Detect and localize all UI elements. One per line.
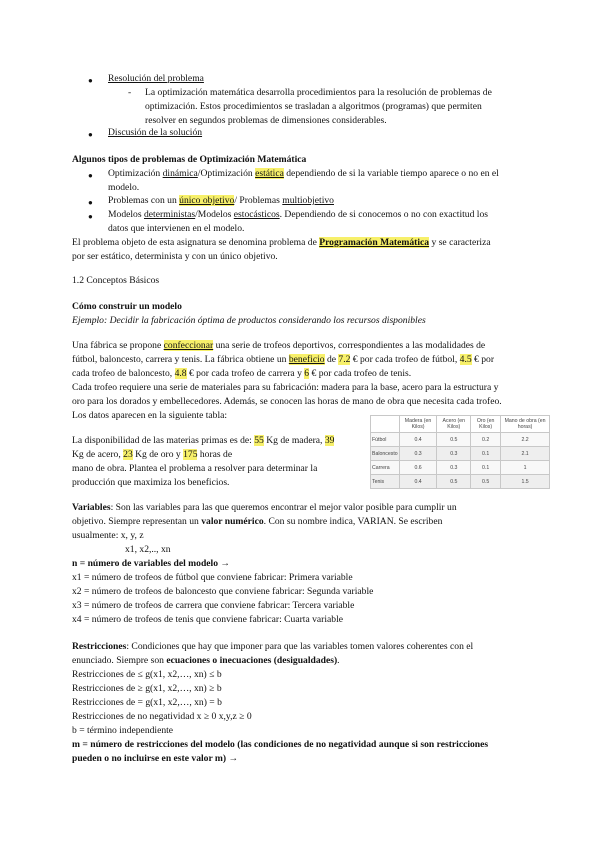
bullet-icon: ● [88, 171, 93, 180]
table-header: Mano de obra (en horas) [501, 416, 550, 433]
sub-line-2: optimización. Estos procedimientos se trasladan a algoritmos (programas) que permiten [145, 101, 482, 112]
materials-table [370, 415, 550, 489]
table-row [371, 433, 550, 447]
modelo-heading: Cómo construir un modelo [72, 301, 182, 312]
table-row [371, 461, 550, 475]
table-cell: 0.4 [399, 475, 437, 489]
m-definition-l2: pueden o no incluirse en este valor m) → [72, 753, 239, 764]
variable-x1: x1 = número de trofeos de fútbol que conviene fabricar: Primera variable [72, 572, 353, 583]
table-cell: 0.4 [399, 433, 437, 447]
tipos-b1: Optimización dinámica/Optimización estática dependiendo de si la variable tiempo aparece o no en el [108, 168, 499, 179]
tipos-b3-line2: datos que intervienen en el modelo. [108, 223, 245, 234]
restriccion-le: Restricciones de ≤ g(x1, x2,…, xn) ≤ b [72, 669, 222, 680]
tipos-b3: Modelos deterministas/Modelos estocásticos. Dependiendo de si conocemos o no con exactitud los [108, 209, 488, 220]
restriccion-no-neg: Restricciones de no negatividad x ≥ 0 x,y,z ≥ 0 [72, 711, 252, 722]
table-cell: Tenis [371, 475, 400, 489]
variable-x4: x4 = número de trofeos de tenis que conviene fabricar: Cuarta variable [72, 614, 343, 625]
restriccion-eq: Restricciones de = g(x1, x2,…, xn) = b [72, 697, 222, 708]
bullet-icon: ● [88, 130, 93, 139]
fabrica-l6: Los datos aparecen en la siguiente tabla: [72, 410, 228, 421]
variables-l4: x1, x2,.., xn [125, 544, 171, 555]
restriccion-ge: Restricciones de ≥ g(x1, x2,…, xn) ≥ b [72, 683, 222, 694]
table-header: Madera (en Kilos) [399, 416, 437, 433]
tipos-b1-line2: modelo. [108, 182, 140, 193]
disp-l3: mano de obra. Plantea el problema a resolver para determinar la [72, 463, 318, 474]
table-header-row [371, 416, 550, 433]
table-row [371, 475, 550, 489]
disp-l1: La disponibilidad de las materias primas es de: 55 Kg de madera, 39 [72, 435, 335, 446]
table-cell: 2.2 [501, 433, 550, 447]
restricciones-l2: enunciado. Siempre son ecuaciones o inecuaciones (desigualdades). [72, 655, 340, 666]
bullet-icon: ● [88, 212, 93, 221]
item-resolucion: Resolución del problema [108, 73, 204, 84]
variables-l5: n = número de variables del modelo → [72, 558, 230, 569]
table-cell: 0.6 [399, 461, 437, 475]
table-cell: Baloncesto [371, 447, 400, 461]
bullet-icon: ● [88, 198, 93, 207]
table-cell: Carrera [371, 461, 400, 475]
restricciones-l1: Restricciones: Condiciones que hay que imponer para que las variables tomen valores coherentes con el [72, 641, 474, 652]
dash-icon: - [128, 87, 132, 98]
termino-independiente: b = término independiente [72, 725, 174, 736]
table-header: Oro (en Kilos) [471, 416, 501, 433]
item-discusion: Discusión de la solución [108, 127, 203, 138]
tipos-para: El problema objeto de esta asignatura se denomina problema de Programación Matemática y se caracteriza [72, 237, 491, 248]
sub-line-1: La optimización matemática desarrolla procedimientos para la resolución de problemas de [145, 87, 492, 98]
table-cell: 0.3 [437, 447, 471, 461]
table-cell: 1 [501, 461, 550, 475]
table-row [371, 447, 550, 461]
variable-x3: x3 = número de trofeos de carrera que conviene fabricar: Tercera variable [72, 600, 355, 611]
fabrica-l4: Cada trofeo requiere una serie de materiales para su fabricación: madera para la base, acero para la estructura y [72, 382, 499, 393]
tipos-heading: Algunos tipos de problemas de Optimización Matemática [72, 154, 307, 165]
sub-line-3: resolver en segundos problemas de dimensiones considerables. [145, 115, 387, 126]
table-cell: 0.1 [471, 447, 501, 461]
table-cell: 0.5 [471, 475, 501, 489]
m-definition-l1: m = número de restricciones del modelo (las condiciones de no negatividad aunque si son restricciones [72, 739, 489, 750]
table-cell: 0.2 [471, 433, 501, 447]
table-cell: Fútbol [371, 433, 400, 447]
fabrica-l3: cada trofeo de baloncesto, 4.8 € por cada trofeo de carrera y 6 € por cada trofeo de tenis. [72, 368, 412, 379]
table-cell: 0.1 [471, 461, 501, 475]
fabrica-l2: fútbol, baloncesto, carrera y tenis. La fábrica obtiene un beneficio de 7.2 € por cada trofeo de fútbol, 4.5 € por [72, 354, 495, 365]
variables-l1: Variables: Son las variables para las que queremos encontrar el mejor valor posible para cumplir un [72, 502, 457, 513]
conceptos-title: 1.2 Conceptos Básicos [72, 275, 160, 286]
table-cell: 0.3 [399, 447, 437, 461]
disp-l2: Kg de acero, 23 Kg de oro y 175 horas de [72, 449, 233, 460]
variables-l2: objetivo. Siempre representan un valor numérico. Con su nombre indica, VARIAN. Se escriben [72, 516, 443, 527]
variable-x2: x2 = número de trofeos de baloncesto que conviene fabricar: Segunda variable [72, 586, 374, 597]
table-cell: 0.3 [437, 461, 471, 475]
disp-l4: producción que maximiza los beneficios. [72, 477, 230, 488]
table-header [371, 416, 400, 433]
tipos-b2: Problemas con un único objetivo/ Problemas multiobjetivo [108, 195, 334, 206]
fabrica-l1: Una fábrica se propone confeccionar una serie de trofeos deportivos, correspondientes a las modalidades de [72, 340, 486, 351]
tipos-para-line2: por ser estático, determinista y con un único objetivo. [72, 251, 278, 262]
ejemplo-line: Ejemplo: Decidir la fabricación óptima de productos considerando los recursos disponibles [72, 315, 426, 326]
table-cell: 0.5 [437, 433, 471, 447]
table-cell: 0.5 [437, 475, 471, 489]
table-cell: 2.1 [501, 447, 550, 461]
table-cell: 1.5 [501, 475, 550, 489]
table-header: Acero (en Kilos) [437, 416, 471, 433]
fabrica-l5: oro para los dorados y embellecedores. Además, se conocen las horas de mano de obra que necesita cada trofeo. [72, 396, 502, 407]
bullet-icon: ● [88, 76, 93, 85]
variables-l3: usualmente: x, y, z [72, 530, 144, 541]
